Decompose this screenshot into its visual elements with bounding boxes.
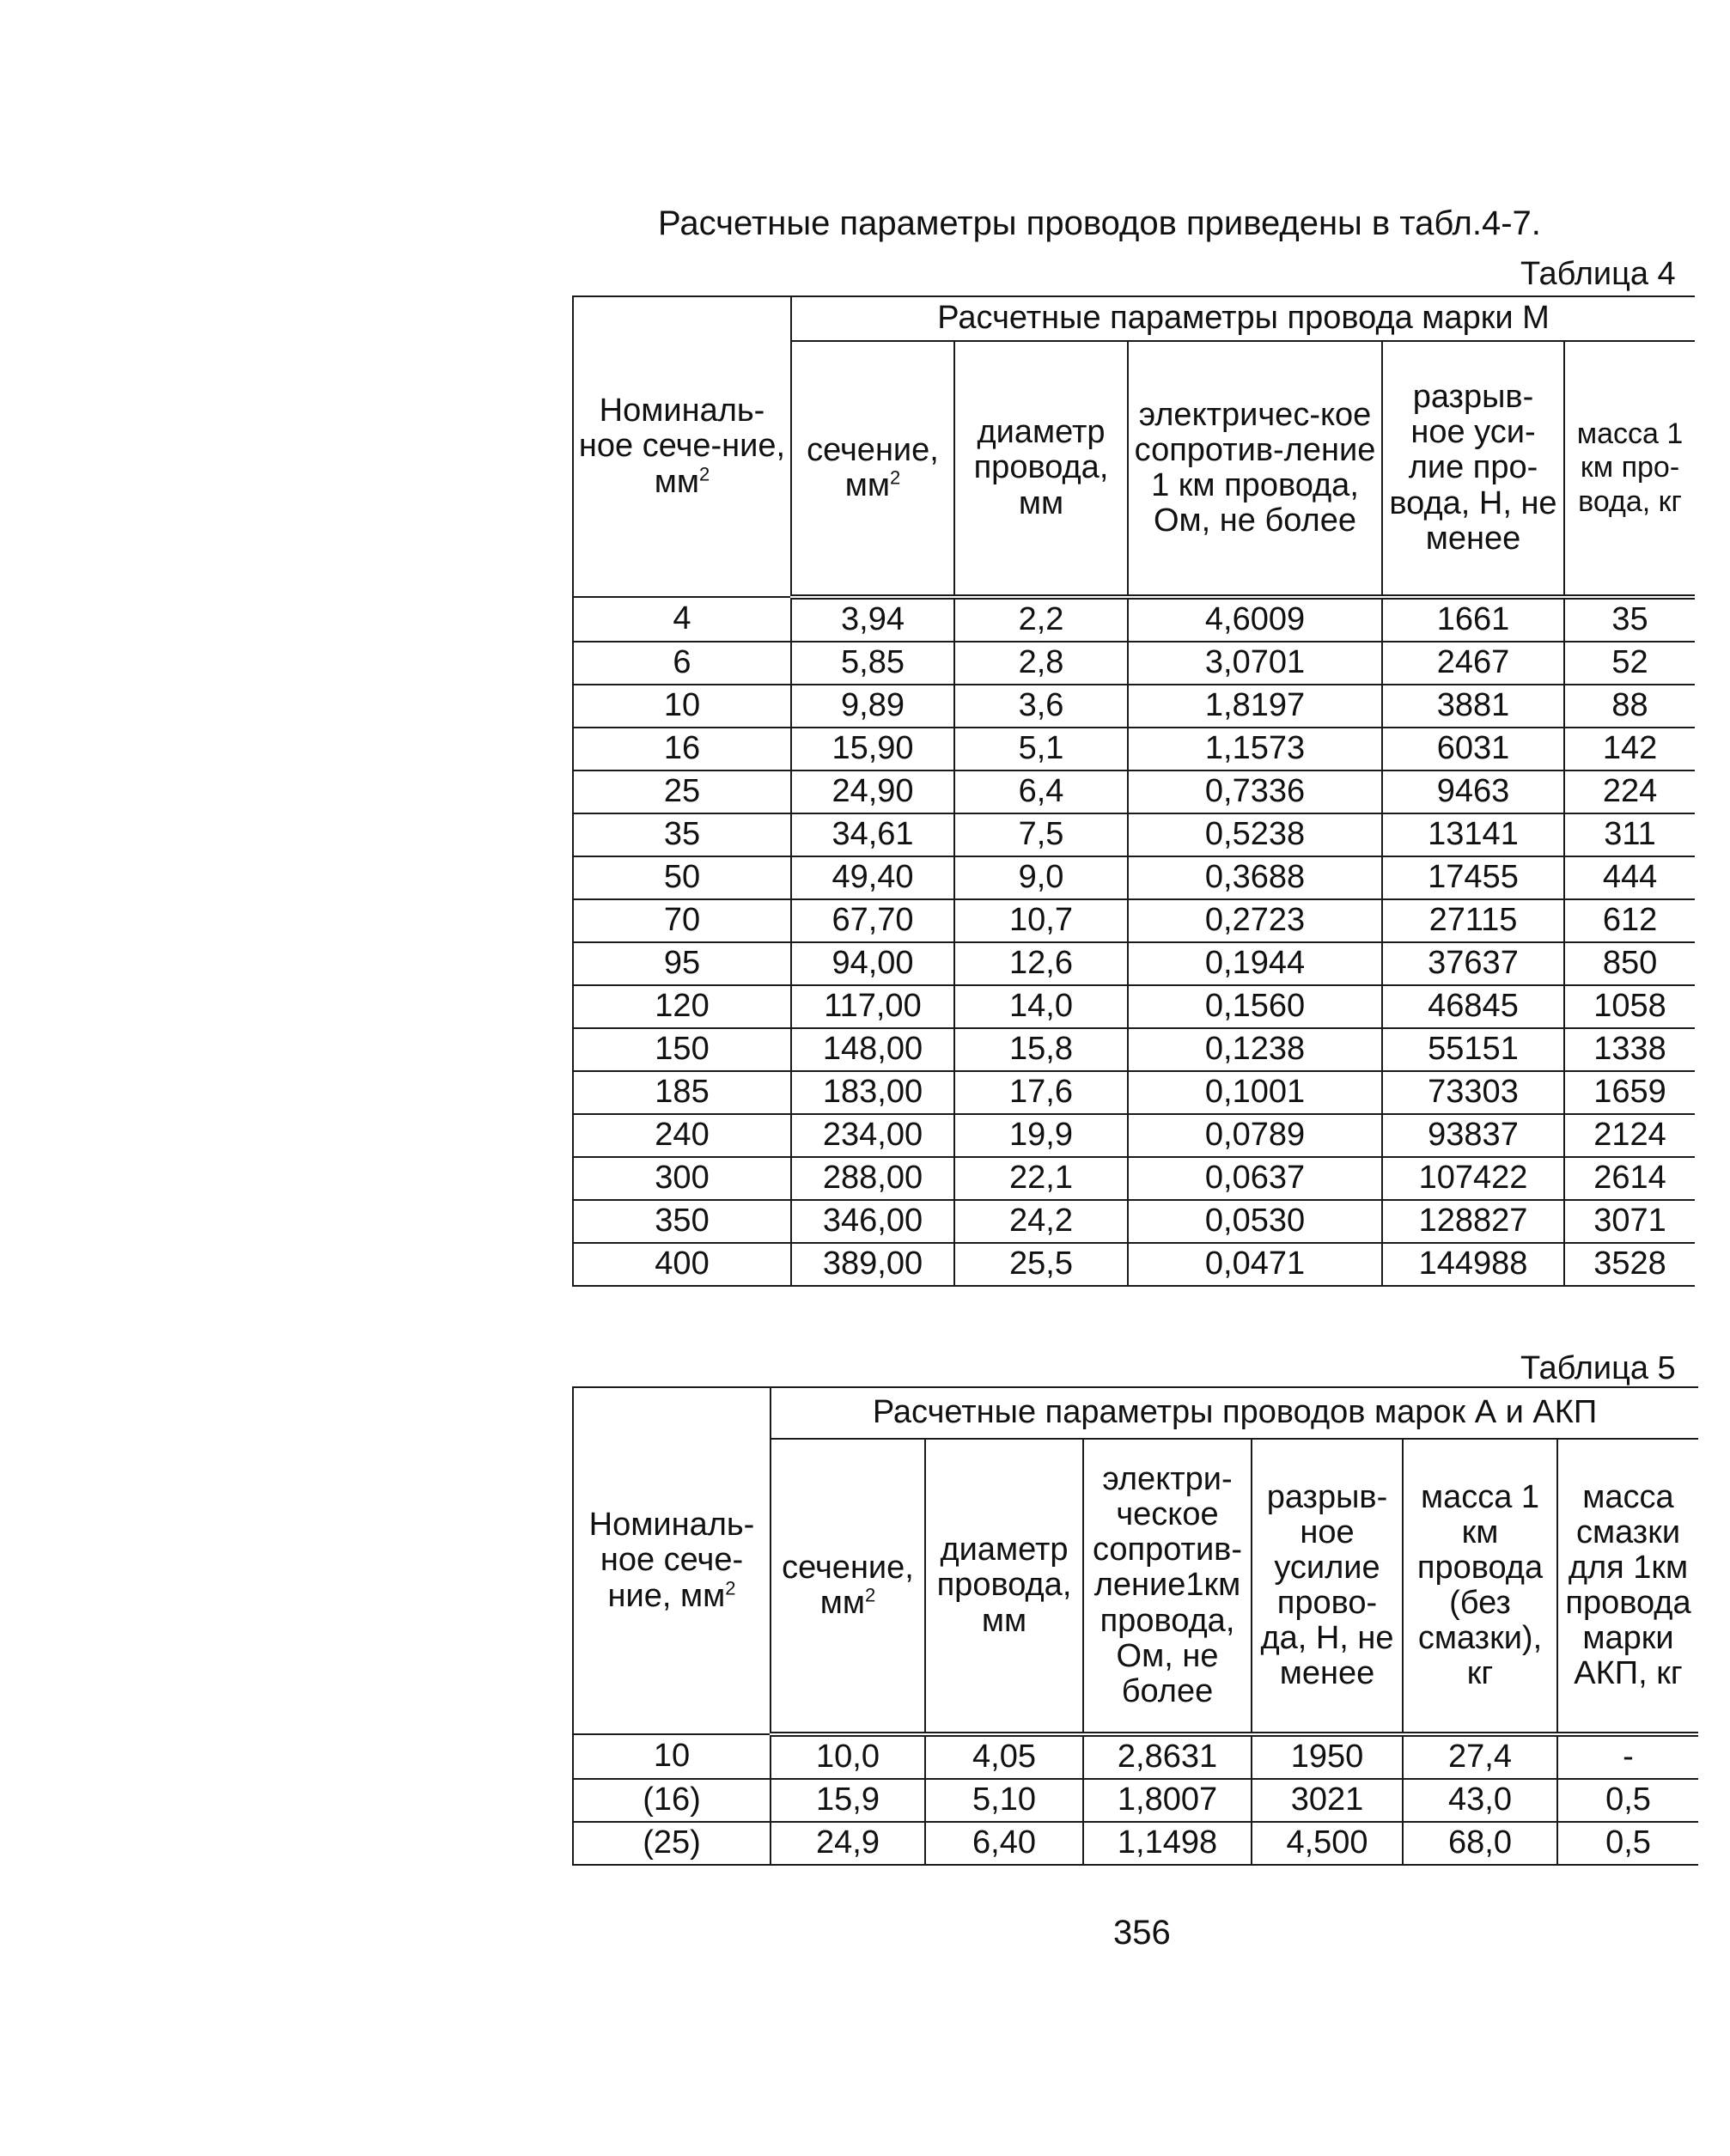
table-cell: 400 — [573, 1243, 791, 1286]
table5 — [572, 1386, 1698, 1866]
table-cell: 52 — [1564, 642, 1695, 685]
table-cell: 93837 — [1382, 1114, 1564, 1157]
table-cell: 1661 — [1382, 597, 1564, 642]
table-row — [573, 770, 1695, 813]
table-cell: 35 — [1564, 597, 1695, 642]
intro-text: Расчетные параметры проводов приведены в табл.4-7. — [658, 204, 1541, 242]
table5-group-header: Расчетные параметры проводов марок А и АКП — [771, 1387, 1698, 1439]
table-cell: 6 — [573, 642, 791, 685]
table-cell: 0,3688 — [1128, 856, 1382, 899]
table4 — [572, 295, 1695, 1287]
table-row — [573, 642, 1695, 685]
table-cell: 49,40 — [791, 856, 954, 899]
table-cell: 6,40 — [925, 1822, 1083, 1865]
table-cell: 107422 — [1382, 1157, 1564, 1200]
table-cell: 2124 — [1564, 1114, 1695, 1157]
table-row — [573, 813, 1695, 856]
table-cell: 1,1498 — [1083, 1822, 1252, 1865]
table-cell: 120 — [573, 985, 791, 1028]
table-cell: 3,0701 — [1128, 642, 1382, 685]
table-cell: 3528 — [1564, 1243, 1695, 1286]
table-cell: 10 — [573, 1734, 771, 1779]
table-cell: 19,9 — [954, 1114, 1128, 1157]
table-cell: 4,05 — [925, 1734, 1083, 1779]
table5-resistance-header: электри-ческое сопротив-ление1км провода, Ом, не более — [1083, 1439, 1252, 1734]
table-cell: 346,00 — [791, 1200, 954, 1243]
table-cell: 0,5 — [1557, 1822, 1698, 1865]
table-row — [573, 942, 1695, 985]
table-cell: 142 — [1564, 728, 1695, 770]
table-cell: 12,6 — [954, 942, 1128, 985]
table-cell: 9,0 — [954, 856, 1128, 899]
table-cell: 6,4 — [954, 770, 1128, 813]
table-cell: 2,2 — [954, 597, 1128, 642]
table-cell: 117,00 — [791, 985, 954, 1028]
table-row — [573, 899, 1695, 942]
table-cell: 4 — [573, 597, 791, 642]
table5-grease-header: масса смазки для 1км провода марки АКП, кг — [1557, 1439, 1698, 1734]
table-cell: 4,500 — [1252, 1822, 1403, 1865]
table-row — [573, 1200, 1695, 1243]
table-cell: 0,5238 — [1128, 813, 1382, 856]
table-cell: 1,1573 — [1128, 728, 1382, 770]
table5-breaking-header: разрыв-ное усилие прово-да, Н, не менее — [1252, 1439, 1403, 1734]
table-cell: 88 — [1564, 685, 1695, 728]
table-cell: 5,85 — [791, 642, 954, 685]
table-cell: 3881 — [1382, 685, 1564, 728]
table-cell: 311 — [1564, 813, 1695, 856]
table4-resistance-header: электричес-кое сопротив-ление 1 км провода, Ом, не более — [1128, 341, 1382, 597]
table-cell: 3071 — [1564, 1200, 1695, 1243]
table-cell: 185 — [573, 1071, 791, 1114]
table-cell: 1058 — [1564, 985, 1695, 1028]
table-cell: 0,0471 — [1128, 1243, 1382, 1286]
table-cell: - — [1557, 1734, 1698, 1779]
table-row — [573, 1114, 1695, 1157]
table-cell: 1,8197 — [1128, 685, 1382, 728]
table-cell: 14,0 — [954, 985, 1128, 1028]
table-cell: 444 — [1564, 856, 1695, 899]
table-cell: (16) — [573, 1779, 771, 1822]
table-cell: 0,1238 — [1128, 1028, 1382, 1071]
table-cell: 2614 — [1564, 1157, 1695, 1200]
table-cell: 144988 — [1382, 1243, 1564, 1286]
table-cell: 95 — [573, 942, 791, 985]
table-cell: 46845 — [1382, 985, 1564, 1028]
table-cell: 0,7336 — [1128, 770, 1382, 813]
table-row — [573, 597, 1695, 642]
table-cell: 35 — [573, 813, 791, 856]
table-row — [573, 728, 1695, 770]
table-row — [573, 1822, 1698, 1865]
table4-breaking-header: разрыв-ное уси-лие про-вода, Н, не менее — [1382, 341, 1564, 597]
table-cell: 43,0 — [1403, 1779, 1557, 1822]
table-cell: 300 — [573, 1157, 791, 1200]
table-cell: 0,2723 — [1128, 899, 1382, 942]
table4-mass-header: масса 1 км про-вода, кг — [1564, 341, 1695, 597]
table-cell: 240 — [573, 1114, 791, 1157]
table-cell: 10,0 — [771, 1734, 925, 1779]
table-row — [573, 1243, 1695, 1286]
table-cell: 0,1560 — [1128, 985, 1382, 1028]
table4-diameter-header: диаметр провода, мм — [954, 341, 1128, 597]
table-cell: 37637 — [1382, 942, 1564, 985]
table-cell: 5,10 — [925, 1779, 1083, 1822]
table4-section-header: сечение, $мм^2$ — [791, 341, 954, 597]
table-cell: 9463 — [1382, 770, 1564, 813]
table-cell: 1,8007 — [1083, 1779, 1252, 1822]
table-cell: 34,61 — [791, 813, 954, 856]
table-row — [573, 1734, 1698, 1779]
table-cell: 0,1001 — [1128, 1071, 1382, 1114]
table-cell: 25,5 — [954, 1243, 1128, 1286]
table-row — [573, 1028, 1695, 1071]
table-cell: 15,9 — [771, 1779, 925, 1822]
table-cell: 3021 — [1252, 1779, 1403, 1822]
table-cell: 128827 — [1382, 1200, 1564, 1243]
table-cell: 9,89 — [791, 685, 954, 728]
table-row — [573, 985, 1695, 1028]
table-row — [573, 1157, 1695, 1200]
table-cell: 0,5 — [1557, 1779, 1698, 1822]
table-cell: 24,2 — [954, 1200, 1128, 1243]
table-row — [573, 1071, 1695, 1114]
table5-mass-header: масса 1 км провода (без смазки), кг — [1403, 1439, 1557, 1734]
table-cell: 0,0637 — [1128, 1157, 1382, 1200]
table-cell: 0,1944 — [1128, 942, 1382, 985]
table5-nominal-header: Номиналь-ное сече-ние, $мм^2$ — [573, 1387, 771, 1734]
table-cell: 0,0530 — [1128, 1200, 1382, 1243]
table-cell: 15,90 — [791, 728, 954, 770]
table-cell: 234,00 — [791, 1114, 954, 1157]
table-row — [573, 1779, 1698, 1822]
table-cell: 27115 — [1382, 899, 1564, 942]
table-cell: 612 — [1564, 899, 1695, 942]
table-cell: 24,9 — [771, 1822, 925, 1865]
table5-section-header: сечение, $мм^2$ — [771, 1439, 925, 1734]
table-cell: 4,6009 — [1128, 597, 1382, 642]
table-cell: 6031 — [1382, 728, 1564, 770]
table-cell: 850 — [1564, 942, 1695, 985]
table-cell: 24,90 — [791, 770, 954, 813]
table5-caption: Таблица 5 — [1520, 1350, 1676, 1386]
table-cell: 22,1 — [954, 1157, 1128, 1200]
table-cell: 183,00 — [791, 1071, 954, 1114]
page-number: 356 — [1113, 1914, 1171, 1952]
table-cell: 68,0 — [1403, 1822, 1557, 1865]
table-cell: 2467 — [1382, 642, 1564, 685]
table-cell: 1659 — [1564, 1071, 1695, 1114]
table-cell: 288,00 — [791, 1157, 954, 1200]
table-cell: 25 — [573, 770, 791, 813]
table-cell: 1950 — [1252, 1734, 1403, 1779]
table-cell: 2,8631 — [1083, 1734, 1252, 1779]
table-cell: 94,00 — [791, 942, 954, 985]
table-cell: 17455 — [1382, 856, 1564, 899]
table-cell: 5,1 — [954, 728, 1128, 770]
table-row — [573, 856, 1695, 899]
table-cell: 16 — [573, 728, 791, 770]
table-cell: 10 — [573, 685, 791, 728]
table-cell: 148,00 — [791, 1028, 954, 1071]
table5-diameter-header: диаметр провода, мм — [925, 1439, 1083, 1734]
table-cell: 70 — [573, 899, 791, 942]
table-cell: (25) — [573, 1822, 771, 1865]
table-cell: 15,8 — [954, 1028, 1128, 1071]
table-cell: 7,5 — [954, 813, 1128, 856]
table4-group-header: Расчетные параметры провода марки М — [791, 296, 1695, 341]
table-row — [573, 685, 1695, 728]
table-cell: 2,8 — [954, 642, 1128, 685]
table-cell: 27,4 — [1403, 1734, 1557, 1779]
table-cell: 13141 — [1382, 813, 1564, 856]
table-cell: 3,94 — [791, 597, 954, 642]
table-cell: 50 — [573, 856, 791, 899]
table-cell: 73303 — [1382, 1071, 1564, 1114]
table-cell: 17,6 — [954, 1071, 1128, 1114]
table-cell: 3,6 — [954, 685, 1128, 728]
table4-nominal-header: Номиналь-ное сече-ние, $мм^2$ — [573, 296, 791, 597]
table-cell: 0,0789 — [1128, 1114, 1382, 1157]
table-cell: 150 — [573, 1028, 791, 1071]
table-cell: 10,7 — [954, 899, 1128, 942]
table-cell: 55151 — [1382, 1028, 1564, 1071]
table-cell: 350 — [573, 1200, 791, 1243]
table-cell: 389,00 — [791, 1243, 954, 1286]
table4-caption: Таблица 4 — [1520, 256, 1676, 292]
table-cell: 1338 — [1564, 1028, 1695, 1071]
table-cell: 224 — [1564, 770, 1695, 813]
table-cell: 67,70 — [791, 899, 954, 942]
